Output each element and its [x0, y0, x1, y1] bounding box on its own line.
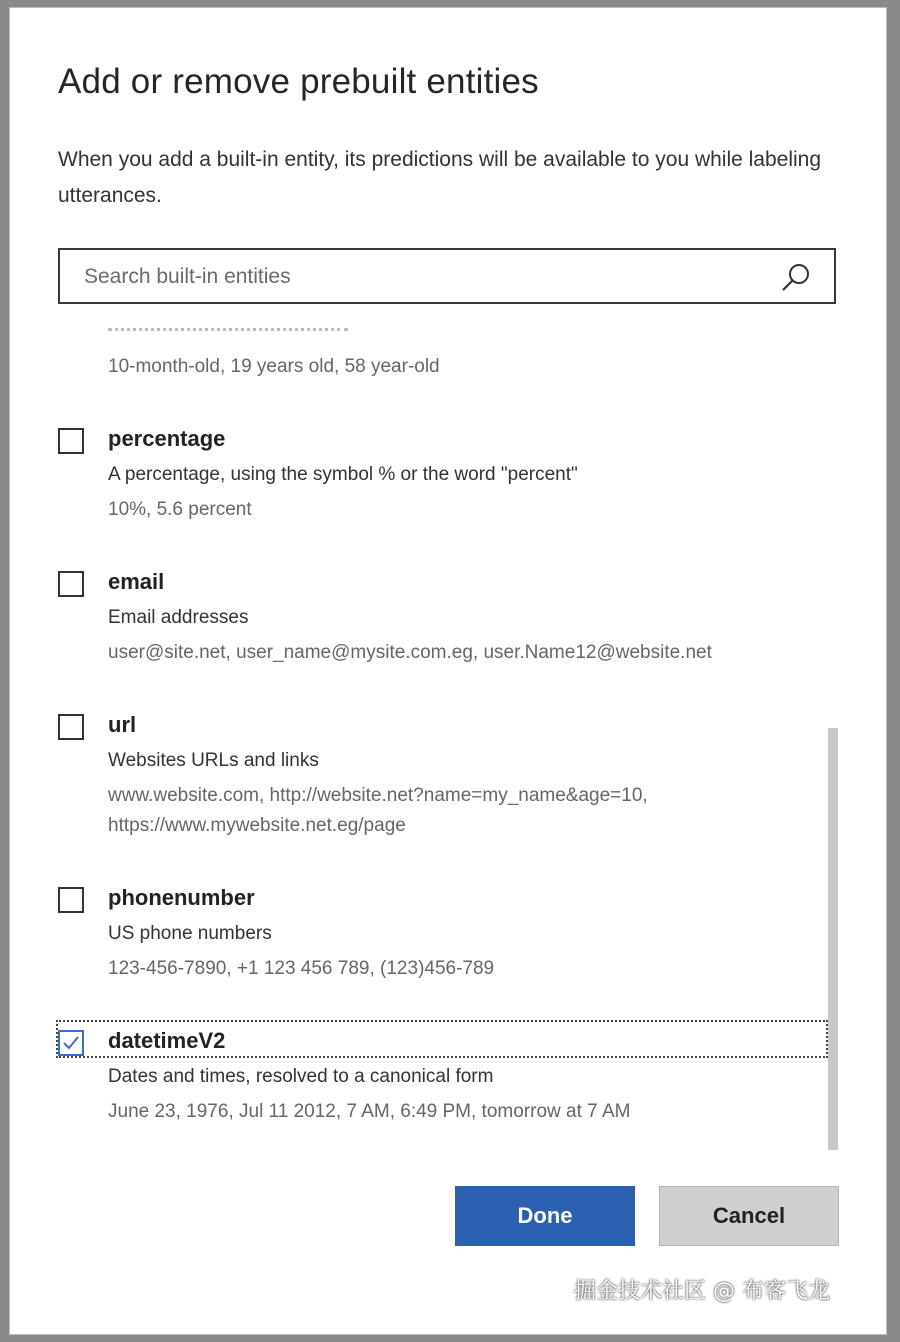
entity-name: percentage	[108, 426, 226, 451]
checkbox-datetimeV2[interactable]	[58, 1030, 84, 1056]
checkmark-icon	[62, 1034, 80, 1052]
entity-name: url	[108, 712, 137, 737]
entity-description: Email addresses	[108, 607, 249, 628]
cancel-button[interactable]: Cancel	[659, 1186, 839, 1246]
entity-list[interactable]	[10, 318, 886, 1160]
dialog-description: When you add a built-in entity, its predictions will be available to you while labeling utterances.	[58, 148, 822, 207]
dialog	[10, 8, 886, 1334]
entity-examples: 10%, 5.6 percent	[108, 499, 252, 520]
checkbox-phonenumber[interactable]	[58, 887, 84, 913]
search-input[interactable]	[82, 250, 746, 304]
entity-examples: user@site.net, user_name@mysite.com.eg, user.Name12@website.net	[108, 642, 712, 663]
entity-examples-line2: https://www.mywebsite.net.eg/page	[108, 815, 406, 836]
entity-examples: 10-month-old, 19 years old, 58 year-old	[108, 356, 440, 377]
checkbox-url[interactable]	[58, 714, 84, 740]
entity-description: US phone numbers	[108, 923, 272, 944]
search-icon[interactable]	[780, 262, 812, 294]
entity-name: datetimeV2	[108, 1028, 226, 1053]
entity-examples-line1: www.website.com, http://website.net?name=my_name&age=10,	[108, 785, 648, 806]
checkbox-percentage[interactable]	[58, 428, 84, 454]
entity-examples: June 23, 1976, Jul 11 2012, 7 AM, 6:49 PM, tomorrow at 7 AM	[108, 1101, 631, 1122]
search-box[interactable]	[58, 248, 836, 304]
entity-examples: 123-456-7890, +1 123 456 789, (123)456-789	[108, 958, 495, 979]
entity-description: Websites URLs and links	[108, 750, 319, 771]
entity-name: phonenumber	[108, 885, 255, 910]
entity-description: Dates and times, resolved to a canonical form	[108, 1066, 494, 1087]
dialog-title: Add or remove prebuilt entities	[58, 62, 539, 101]
entity-description: A percentage, using the symbol % or the word "percent"	[108, 464, 578, 485]
watermark: 掘金技术社区 @ 布客飞龙	[574, 1279, 830, 1304]
clipped-text-fragment	[108, 320, 348, 331]
done-button[interactable]: Done	[455, 1186, 635, 1246]
checkbox-email[interactable]	[58, 571, 84, 597]
scrollbar-thumb[interactable]	[828, 728, 838, 1150]
entity-name: email	[108, 569, 165, 594]
